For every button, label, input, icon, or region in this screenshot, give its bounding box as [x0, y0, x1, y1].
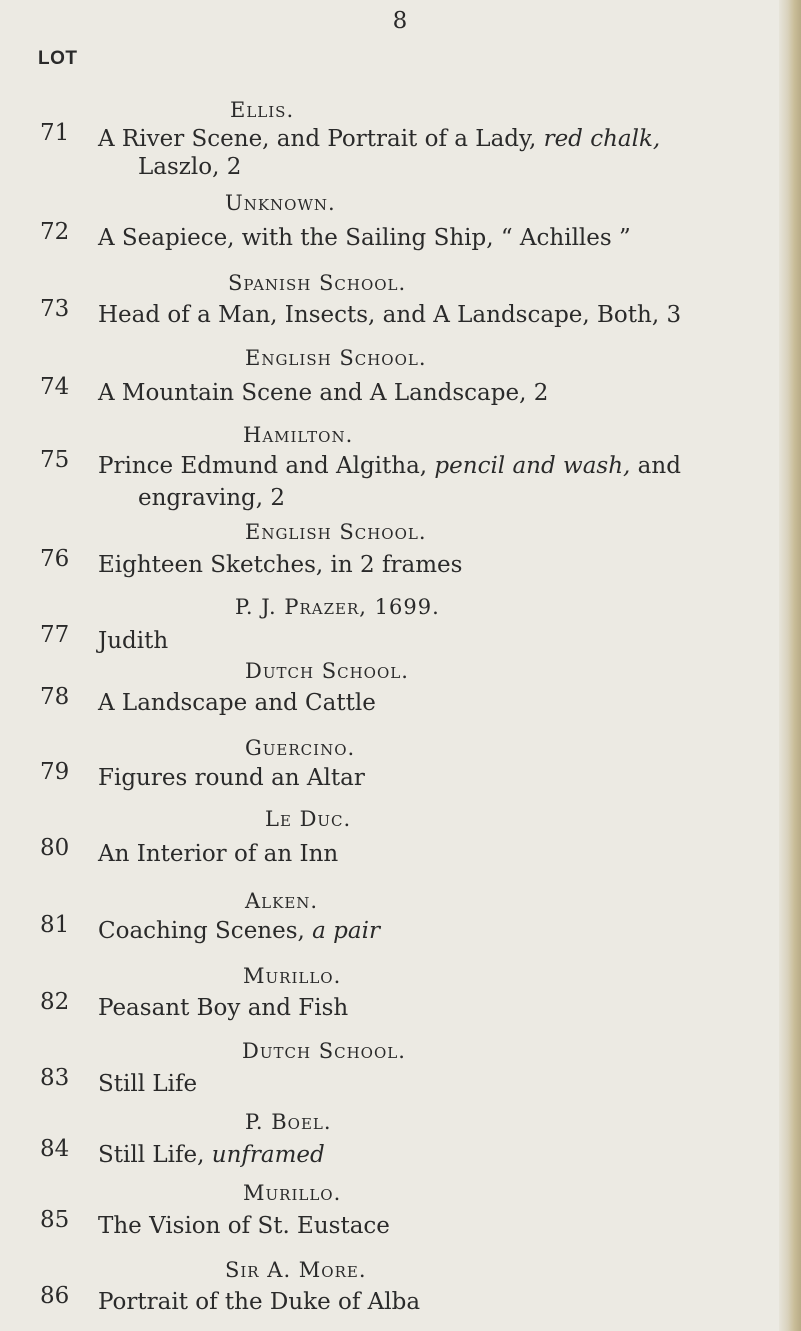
artist-name: Le Duc.: [265, 807, 352, 831]
lot-title-tail: and: [630, 453, 681, 479]
artist-name: Unknown.: [225, 191, 336, 215]
lot-medium: unframed: [211, 1142, 325, 1168]
artist-name: Guercino.: [245, 736, 356, 760]
lot-medium: red chalk,: [543, 126, 661, 152]
lot-title: [98, 1283, 420, 1321]
page-number: 8: [392, 8, 408, 34]
lot-title-text: Still Life,: [98, 1142, 205, 1168]
lot-number: 79: [40, 759, 70, 785]
lot-medium: a pair: [312, 918, 380, 944]
lot-title-text: Eighteen Sketches, in 2 frames: [98, 552, 463, 578]
artist-name: P. J. Prazer, 1699.: [235, 595, 440, 619]
lot-title: [98, 912, 380, 950]
lot-title: [98, 447, 681, 485]
lot-title-continuation: Laszlo, 2: [138, 154, 242, 180]
lot-title: [98, 546, 462, 584]
lot-title-text: Head of a Man, Insects, and A Landscape, Both, 3: [98, 302, 682, 328]
lot-title: [98, 1065, 197, 1103]
lot-title-text: A Mountain Scene and A Landscape, 2: [98, 380, 549, 406]
lot-title-text: Peasant Boy and Fish: [98, 995, 349, 1021]
lot-title-text: Portrait of the Duke of Alba: [98, 1289, 421, 1315]
artist-name: Dutch School.: [245, 659, 409, 683]
lot-title: [98, 120, 660, 158]
lot-title: [98, 759, 365, 797]
lot-number: 81: [40, 912, 70, 938]
lot-number: 75: [40, 447, 70, 473]
lot-title-text: Figures round an Altar: [98, 765, 365, 791]
lot-number: 84: [40, 1136, 70, 1162]
page-edge: [779, 0, 801, 1331]
lot-title-continuation: engraving, 2: [138, 485, 285, 511]
artist-name: Murillo.: [243, 1181, 342, 1205]
lot-title: [98, 989, 348, 1027]
lot-number: 85: [40, 1207, 70, 1233]
artist-name: Murillo.: [243, 964, 342, 988]
lot-title: [98, 374, 548, 412]
lot-number: 73: [40, 296, 70, 322]
lot-number: 82: [40, 989, 70, 1015]
lot-title: [98, 622, 168, 660]
artist-name: Sir A. More.: [225, 1258, 367, 1282]
artist-name: Dutch School.: [242, 1039, 406, 1063]
lot-number: 86: [40, 1283, 70, 1309]
artist-name: Ellis.: [230, 98, 295, 122]
lot-number: 72: [40, 219, 70, 245]
artist-name: Alken.: [245, 889, 319, 913]
lot-number: 76: [40, 546, 70, 572]
lot-medium: pencil and wash,: [434, 453, 631, 479]
lot-number: 77: [40, 622, 70, 648]
lot-title-text: Judith: [98, 628, 169, 654]
lot-title: [98, 219, 631, 257]
artist-name: Hamilton.: [243, 423, 354, 447]
lot-title-text: A River Scene, and Portrait of a Lady,: [98, 126, 537, 152]
lot-title-text: An Interior of an Inn: [98, 841, 339, 867]
lot-title-text: A Seapiece, with the Sailing Ship, “ Achilles ”: [98, 225, 631, 251]
artist-name: English School.: [245, 520, 427, 544]
lot-title-text: Still Life: [98, 1071, 198, 1097]
lot-title: [98, 684, 376, 722]
lot-number: 80: [40, 835, 70, 861]
lot-number: 71: [40, 120, 70, 146]
lot-title: [98, 1207, 390, 1245]
lot-number: 83: [40, 1065, 70, 1091]
lot-title: [98, 1136, 325, 1174]
lot-number: 74: [40, 374, 70, 400]
lot-title-text: Coaching Scenes,: [98, 918, 305, 944]
lot-title-text: Prince Edmund and Algitha,: [98, 453, 428, 479]
artist-name: Spanish School.: [228, 271, 407, 295]
lot-title: [98, 835, 338, 873]
lot-title-text: A Landscape and Cattle: [98, 690, 376, 716]
lot-title: [98, 296, 681, 334]
artist-name: English School.: [245, 346, 427, 370]
lot-title-text: The Vision of St. Eustace: [98, 1213, 390, 1239]
lot-number: 78: [40, 684, 70, 710]
artist-name: P. Boel.: [245, 1110, 332, 1134]
lot-column-header: LOT: [38, 48, 78, 69]
